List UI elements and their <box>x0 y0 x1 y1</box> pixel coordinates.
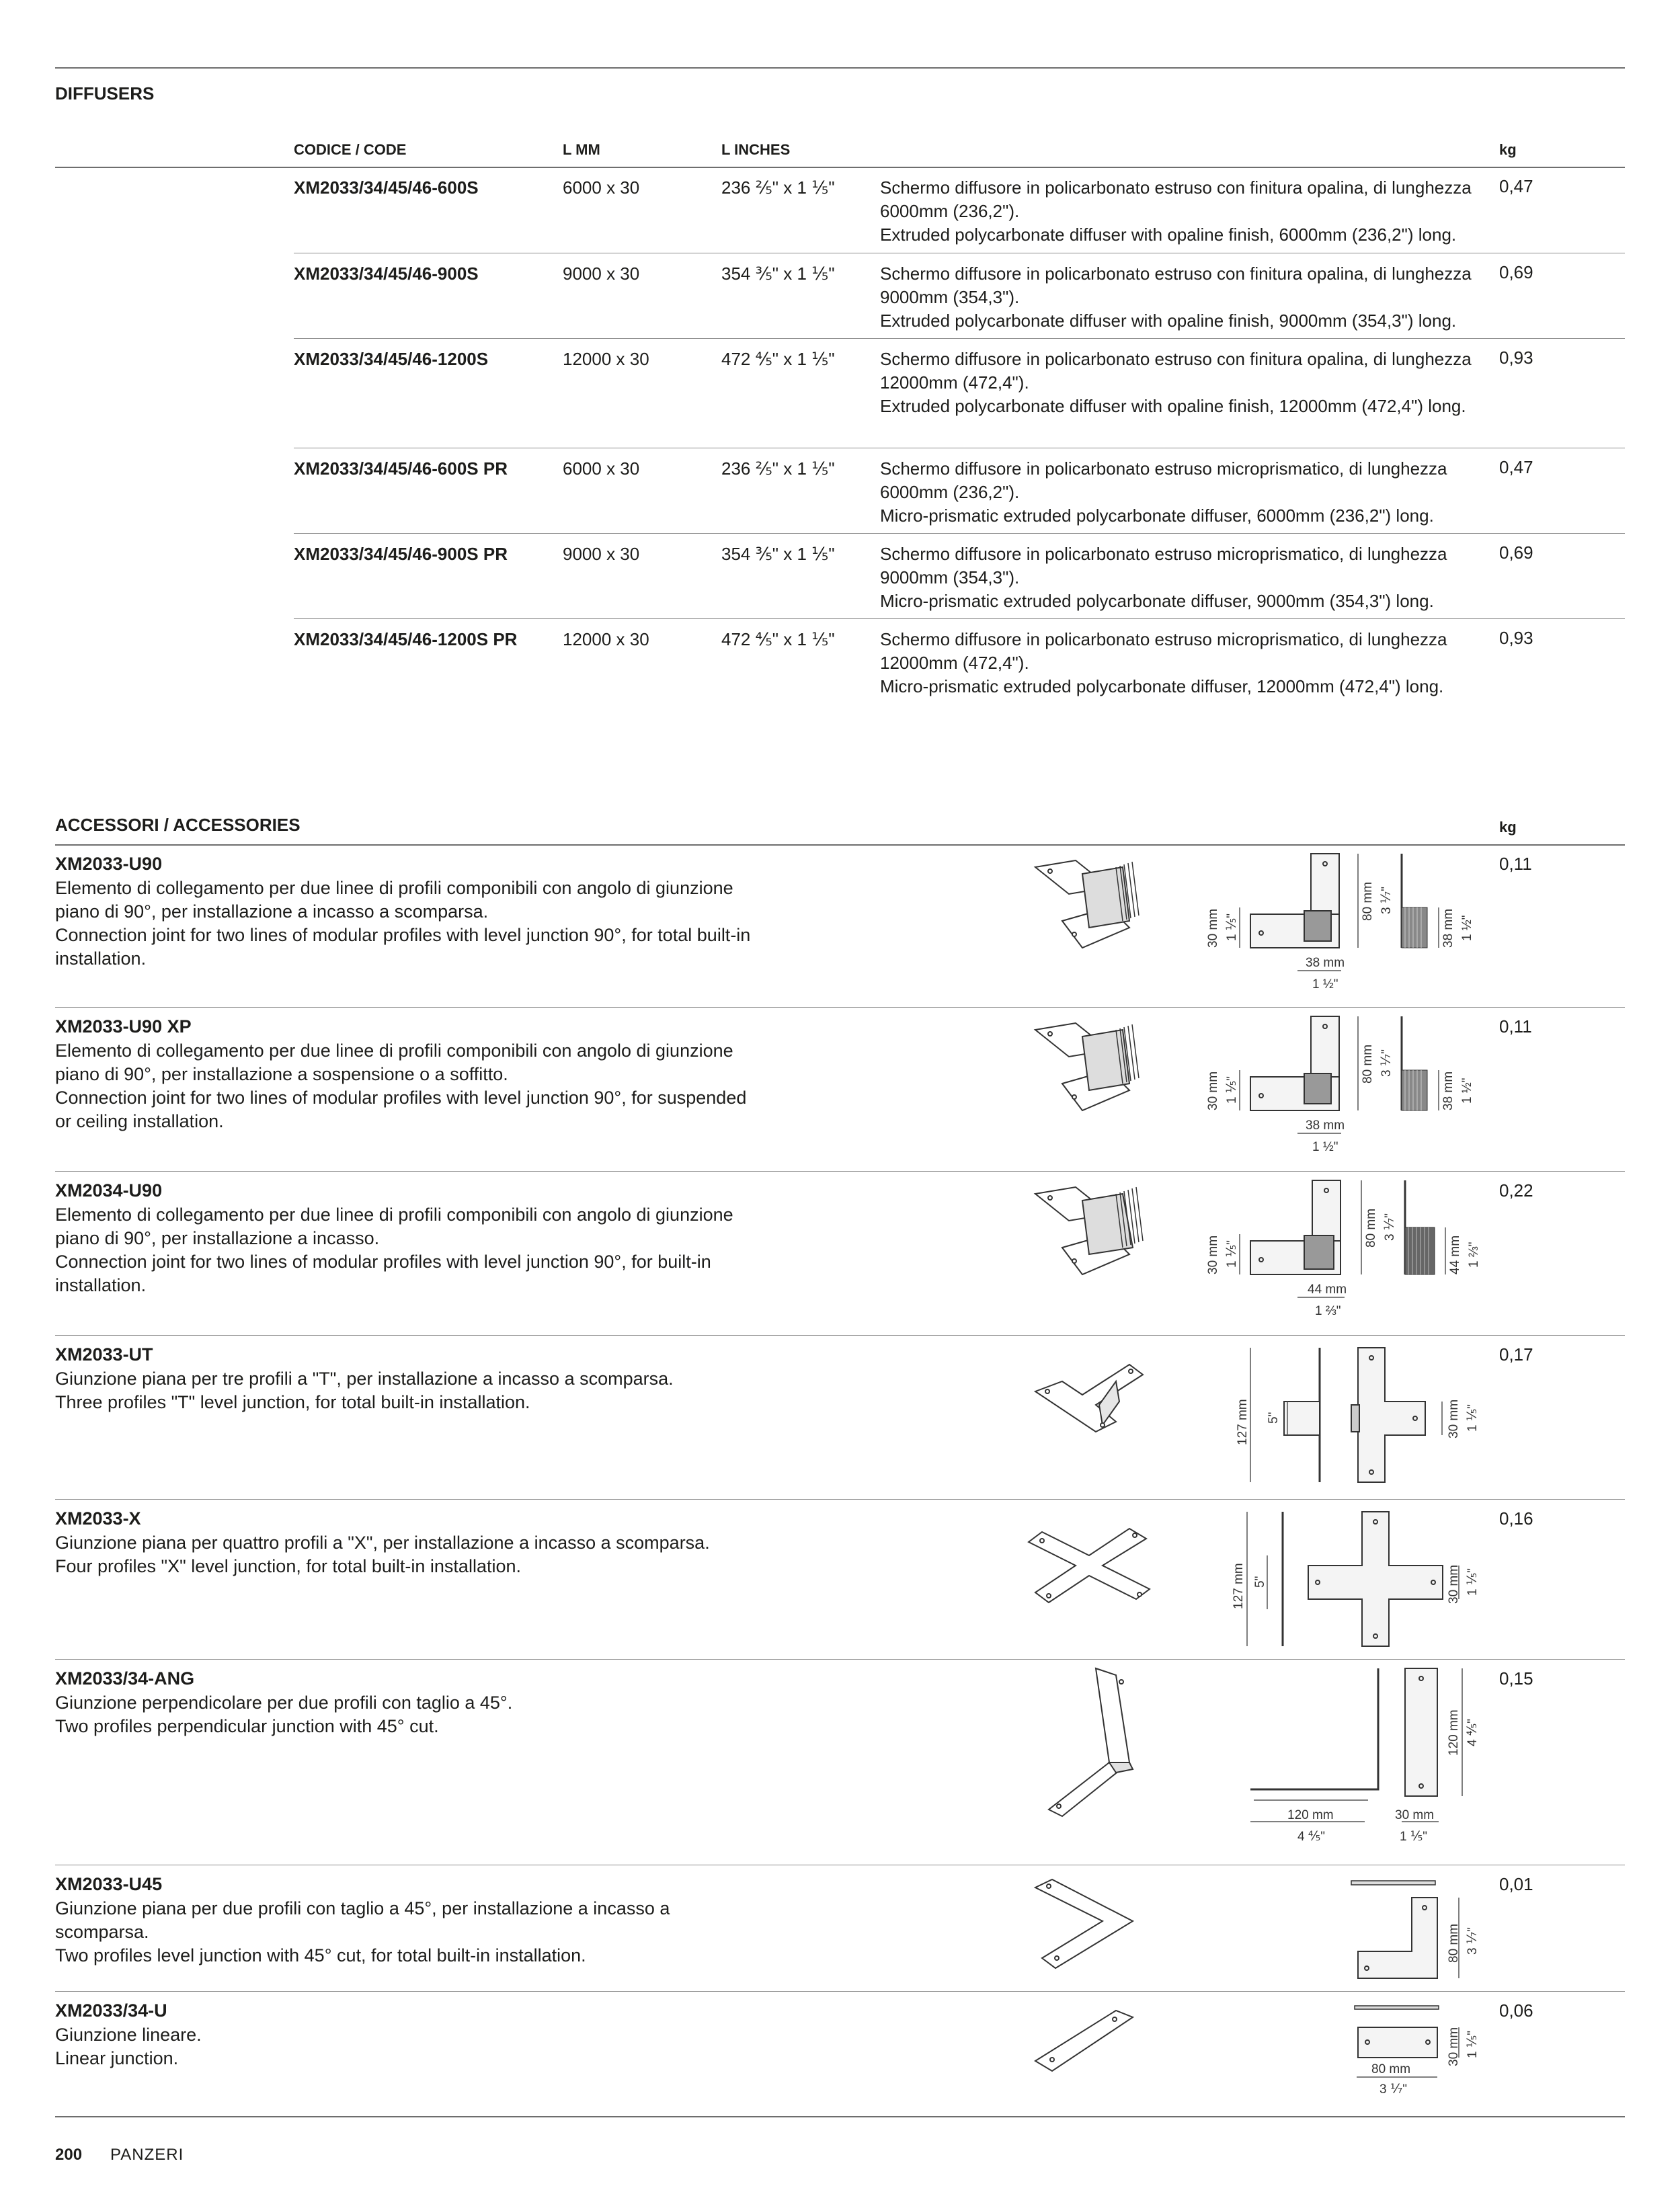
2034-u90-iso-illustration <box>1035 1187 1143 1274</box>
dim-c-in: 1 ⅔" <box>1315 1304 1341 1318</box>
accessory-code: XM2033-UT <box>55 1344 153 1365</box>
accessory-desc-it: Elemento di collegamento per due linee di profili componibili con angolo di giunzione piano di 90°, per installazione a incasso. <box>55 1205 733 1248</box>
diffuser-kg: 0,69 <box>1499 262 1533 282</box>
diffuser-desc-it: Schermo diffusore in policarbonato estruso microprismatico, di lunghezza 12000mm (472,4"). <box>880 629 1447 673</box>
dim-b-mm: 80 mm <box>1361 881 1375 921</box>
diffuser-l-mm: 6000 x 30 <box>563 177 640 198</box>
accessory-code: XM2033-U45 <box>55 1874 163 1894</box>
accessory-code: XM2033-U90 XP <box>55 1016 192 1037</box>
diffuser-desc-en: Micro-prismatic extruded polycarbonate diffuser, 12000mm (472,4") long. <box>880 676 1444 696</box>
bottom-rule <box>55 2116 1625 2117</box>
accessory-desc-it: Elemento di collegamento per due linee di profili componibili con angolo di giunzione piano di 90°, per installazione a incasso a scomparsa. <box>55 878 733 922</box>
ang-drawing <box>1022 1662 1627 1863</box>
accessory-description <box>55 1691 754 1738</box>
accessory-desc-en: Connection joint for two lines of modular profiles with level junction 90°, for built-in installation. <box>55 1252 711 1295</box>
diffuser-code: XM2033/34/45/46-600S PR <box>294 458 508 479</box>
u45-side-view <box>1351 1881 1435 1885</box>
row-divider <box>55 1499 1625 1500</box>
dim-b-in: 1 ⅕" <box>1400 1830 1428 1844</box>
diffuser-code: XM2033/34/45/46-900S PR <box>294 544 508 564</box>
dim-a-mm: 120 mm <box>1287 1808 1334 1822</box>
x-drawing <box>1022 1502 1627 1663</box>
dim-d-mm: 38 mm <box>1441 1071 1455 1110</box>
accessories-title: ACCESSORI / ACCESSORIES <box>55 815 301 835</box>
diffuser-description <box>880 542 1485 613</box>
accessory-code: XM2033-U90 <box>55 854 163 874</box>
diffuser-desc-en: Extruded polycarbonate diffuser with opaline finish, 9000mm (354,3") long. <box>880 311 1457 331</box>
dim-d-in: 1 ⅔" <box>1467 1242 1481 1268</box>
diffuser-desc-en: Micro-prismatic extruded polycarbonate diffuser, 6000mm (236,2") long. <box>880 505 1434 526</box>
ut-iso-illustration <box>1035 1365 1143 1432</box>
diffuser-kg: 0,47 <box>1499 176 1533 196</box>
accessory-desc-it: Giunzione piana per due profili con taglio a 45°, per installazione a incasso a scomparsa. <box>55 1898 670 1942</box>
accessory-kg: 0,11 <box>1499 1016 1532 1037</box>
dim-h-in: 3 ⅐" <box>1466 1927 1480 1955</box>
u45-iso-illustration <box>1035 1879 1133 1968</box>
dim-h-in: 5" <box>1267 1412 1281 1424</box>
accessory-code: XM2034-U90 <box>55 1180 163 1201</box>
ang-iso-illustration <box>1049 1668 1133 1816</box>
row-divider <box>294 533 1625 534</box>
ut-drawing <box>1022 1338 1627 1499</box>
dim-b-in: 3 ⅐" <box>1379 1049 1394 1077</box>
accessory-desc-en: Connection joint for two lines of modular profiles with level junction 90°, for total built-in installation. <box>55 925 751 969</box>
dim-b-in: 3 ⅐" <box>1383 1213 1397 1241</box>
dim-b-mm: 80 mm <box>1361 1044 1375 1084</box>
diffuser-code: XM2033/34/45/46-1200S <box>294 349 489 369</box>
diffuser-l-mm: 12000 x 30 <box>563 629 649 649</box>
accessory-code: XM2033-X <box>55 1508 141 1529</box>
dim-b-mm: 30 mm <box>1395 1808 1435 1822</box>
dim-w-in: 1 ⅕" <box>1466 1404 1480 1432</box>
ang-side-view <box>1250 1668 1378 1789</box>
dim-c-mm: 44 mm <box>1308 1283 1347 1297</box>
accessory-code: XM2033/34-ANG <box>55 1668 195 1689</box>
accessory-desc-it: Giunzione piana per tre profili a "T", per installazione a incasso a scomparsa. <box>55 1369 674 1389</box>
dim-a-mm: 30 mm <box>1206 908 1220 948</box>
accessory-desc-it: Giunzione lineare. <box>55 2025 202 2045</box>
u90xp-drawing <box>1022 1010 1627 1171</box>
dim-w-mm: 30 mm <box>1447 1399 1461 1438</box>
diffuser-l-inches: 472 ⅘" x 1 ⅕" <box>721 629 835 649</box>
u45-plan-view <box>1358 1898 1437 1978</box>
row-divider <box>55 1007 1625 1008</box>
accessory-desc-en: Four profiles "X" level junction, for total built-in installation. <box>55 1556 521 1576</box>
dim-h-mm: 120 mm <box>1447 1709 1461 1756</box>
u-plan-view <box>1358 2027 1437 2058</box>
u90-iso-illustration <box>1035 860 1139 948</box>
accessory-desc-en: Connection joint for two lines of modular profiles with level junction 90°, for suspended or ceiling installation. <box>55 1088 747 1131</box>
accessory-desc-en: Three profiles "T" level junction, for total built-in installation. <box>55 1392 530 1412</box>
dim-h-in: 1 ⅕" <box>1466 2030 1480 2058</box>
header-code: CODICE / CODE <box>294 141 407 158</box>
accessory-kg: 0,15 <box>1499 1668 1533 1689</box>
u-side-view <box>1355 2006 1439 2009</box>
dim-w-in: 3 ⅐" <box>1379 2082 1408 2097</box>
row-divider <box>55 1659 1625 1660</box>
u90-side-view <box>1402 854 1427 948</box>
accessory-desc-en: Linear junction. <box>55 2048 179 2068</box>
dim-w-mm: 30 mm <box>1447 1564 1461 1604</box>
brand-name: PANZERI <box>110 2146 184 2164</box>
diffuser-l-inches: 236 ⅖" x 1 ⅕" <box>721 458 835 479</box>
dim-a-in: 4 ⅘" <box>1297 1830 1326 1844</box>
dim-h-mm: 127 mm <box>1236 1399 1250 1445</box>
2034-u90-plan-view <box>1250 1180 1341 1274</box>
dim-a-mm: 30 mm <box>1206 1235 1220 1274</box>
dim-c-mm: 38 mm <box>1306 956 1345 970</box>
diffuser-desc-it: Schermo diffusore in policarbonato estruso microprismatico, di lunghezza 9000mm (354,3"). <box>880 544 1447 587</box>
dim-a-in: 1 ⅕" <box>1225 1076 1239 1104</box>
dim-c-in: 1 ½" <box>1312 1140 1338 1154</box>
accessory-desc-it: Elemento di collegamento per due linee di profili componibili con angolo di giunzione piano di 90°, per installazione a sospensione o a soffitto. <box>55 1041 733 1084</box>
dim-d-in: 1 ½" <box>1460 1078 1474 1104</box>
dim-h-mm: 30 mm <box>1447 2027 1461 2066</box>
dim-a-mm: 30 mm <box>1206 1071 1220 1110</box>
dim-w-mm: 80 mm <box>1371 2062 1411 2076</box>
header-kg: kg <box>1499 141 1517 158</box>
diffuser-code: XM2033/34/45/46-600S <box>294 177 479 198</box>
diffuser-l-mm: 12000 x 30 <box>563 349 649 369</box>
accessory-kg: 0,01 <box>1499 1874 1533 1894</box>
diffuser-desc-it: Schermo diffusore in policarbonato estruso con finitura opalina, di lunghezza 6000mm (236,2"). <box>880 177 1472 221</box>
diffuser-l-mm: 6000 x 30 <box>563 458 640 479</box>
diffuser-l-inches: 472 ⅘" x 1 ⅕" <box>721 349 835 369</box>
top-rule <box>55 67 1625 69</box>
header-l-inches: L INCHES <box>721 141 791 158</box>
u45-drawing <box>1022 1867 1627 2002</box>
accessory-desc-it: Giunzione piana per quattro profili a "X", per installazione a incasso a scomparsa. <box>55 1533 710 1553</box>
dim-d-mm: 44 mm <box>1448 1235 1462 1274</box>
dim-d-mm: 38 mm <box>1441 908 1455 948</box>
row-divider <box>55 1991 1625 1992</box>
x-iso-illustration <box>1029 1529 1150 1603</box>
accessory-kg: 0,22 <box>1499 1180 1533 1201</box>
accessory-code: XM2033/34-U <box>55 2000 167 2021</box>
accessory-description <box>55 1897 754 1968</box>
diffuser-desc-en: Extruded polycarbonate diffuser with opaline finish, 6000mm (236,2") long. <box>880 225 1457 245</box>
dim-b-mm: 80 mm <box>1364 1208 1378 1248</box>
dim-h-mm: 80 mm <box>1447 1923 1461 1963</box>
ut-side-view <box>1284 1348 1320 1482</box>
page-number: 200 <box>55 2146 83 2164</box>
diffuser-kg: 0,93 <box>1499 348 1533 368</box>
dim-c-in: 1 ½" <box>1312 977 1338 991</box>
diffuser-code: XM2033/34/45/46-900S <box>294 263 479 284</box>
row-divider <box>294 338 1625 339</box>
diffuser-desc-en: Extruded polycarbonate diffuser with opaline finish, 12000mm (472,4") long. <box>880 396 1466 416</box>
accessory-kg: 0,06 <box>1499 2000 1533 2021</box>
accessories-header-rule <box>55 844 1625 846</box>
diffuser-description <box>880 348 1485 418</box>
accessory-kg: 0,17 <box>1499 1344 1533 1365</box>
diffuser-l-mm: 9000 x 30 <box>563 263 640 284</box>
dim-a-in: 1 ⅕" <box>1225 913 1239 941</box>
diffuser-description <box>880 262 1485 333</box>
ang-plan-view <box>1405 1668 1437 1796</box>
u90xp-iso-illustration <box>1035 1023 1139 1110</box>
accessory-description <box>55 1367 754 1414</box>
accessory-desc-en: Two profiles perpendicular junction with 45° cut. <box>55 1716 439 1736</box>
2034-u90-side-view <box>1405 1180 1435 1274</box>
accessory-desc-en: Two profiles level junction with 45° cut, for total built-in installation. <box>55 1945 586 1965</box>
accessory-description <box>55 1039 754 1133</box>
diffuser-kg: 0,47 <box>1499 457 1533 477</box>
diffuser-kg: 0,93 <box>1499 628 1533 648</box>
accessory-kg: 0,16 <box>1499 1508 1533 1529</box>
2034-u90-drawing <box>1022 1174 1627 1335</box>
u90-plan-view <box>1250 854 1339 948</box>
accessory-kg: 0,11 <box>1499 854 1532 874</box>
diffuser-code: XM2033/34/45/46-1200S PR <box>294 629 518 649</box>
dim-w-in: 1 ⅕" <box>1466 1568 1480 1596</box>
accessory-description <box>55 1203 754 1297</box>
diffuser-description <box>880 457 1485 528</box>
header-l-mm: L MM <box>563 141 600 158</box>
accessory-description <box>55 2023 754 2070</box>
dim-a-in: 1 ⅕" <box>1225 1240 1239 1268</box>
diffuser-l-inches: 354 ⅗" x 1 ⅕" <box>721 263 835 284</box>
x-plan-view <box>1308 1512 1443 1646</box>
u90xp-side-view <box>1402 1016 1427 1110</box>
dim-h-in: 5" <box>1253 1576 1267 1588</box>
row-divider <box>55 1171 1625 1172</box>
ut-plan-view <box>1351 1348 1425 1482</box>
diffuser-description <box>880 628 1485 698</box>
u-iso-illustration <box>1035 2011 1133 2071</box>
diffuser-desc-it: Schermo diffusore in policarbonato estruso con finitura opalina, di lunghezza 9000mm (354,3"). <box>880 263 1472 307</box>
dim-c-mm: 38 mm <box>1306 1119 1345 1133</box>
u-drawing <box>1022 1994 1627 2115</box>
accessory-description <box>55 1531 754 1578</box>
diffuser-desc-it: Schermo diffusore in policarbonato estruso con finitura opalina, di lunghezza 12000mm (472,4"). <box>880 349 1472 393</box>
diffuser-l-inches: 354 ⅗" x 1 ⅕" <box>721 544 835 564</box>
accessories-kg-header: kg <box>1499 819 1517 836</box>
u90-drawing <box>1022 847 1627 1008</box>
row-divider <box>55 1335 1625 1336</box>
diffuser-kg: 0,69 <box>1499 542 1533 563</box>
diffuser-l-mm: 9000 x 30 <box>563 544 640 564</box>
accessory-desc-it: Giunzione perpendicolare per due profili con taglio a 45°. <box>55 1693 513 1713</box>
dim-h-mm: 127 mm <box>1232 1563 1246 1609</box>
diffuser-desc-it: Schermo diffusore in policarbonato estruso microprismatico, di lunghezza 6000mm (236,2"). <box>880 458 1447 502</box>
accessory-description <box>55 877 754 971</box>
diffuser-l-inches: 236 ⅖" x 1 ⅕" <box>721 177 835 198</box>
u90xp-plan-view <box>1250 1016 1339 1110</box>
dim-d-in: 1 ½" <box>1460 915 1474 941</box>
diffuser-desc-en: Micro-prismatic extruded polycarbonate diffuser, 9000mm (354,3") long. <box>880 591 1434 611</box>
row-divider <box>294 618 1625 619</box>
dim-h-in: 4 ⅘" <box>1466 1718 1480 1746</box>
diffuser-description <box>880 176 1485 247</box>
dim-b-in: 3 ⅐" <box>1379 886 1394 914</box>
diffusers-title: DIFFUSERS <box>55 83 155 104</box>
header-rule <box>55 167 1625 168</box>
